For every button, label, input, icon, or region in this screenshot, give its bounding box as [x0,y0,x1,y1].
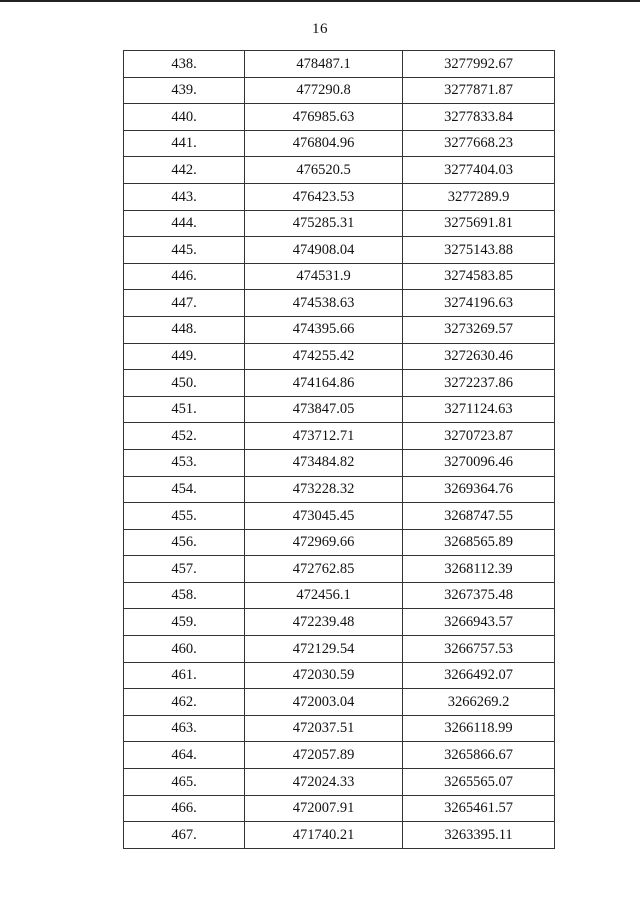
x-coordinate-cell: 472129.54 [245,636,403,663]
table-row [124,449,555,476]
point-number-cell: 444. [124,210,245,237]
point-number-cell: 455. [124,503,245,530]
table-row [124,529,555,556]
y-coordinate-cell: 3277668.23 [403,130,555,157]
x-coordinate-cell: 473045.45 [245,503,403,530]
table-row [124,742,555,769]
x-coordinate-cell: 476985.63 [245,104,403,131]
point-number-cell: 443. [124,183,245,210]
x-coordinate-cell: 472003.04 [245,689,403,716]
table-row [124,237,555,264]
point-number-cell: 459. [124,609,245,636]
table-body [124,51,555,849]
table-row [124,636,555,663]
point-number-cell: 466. [124,795,245,822]
x-coordinate-cell: 472762.85 [245,556,403,583]
y-coordinate-cell: 3272630.46 [403,343,555,370]
table-row [124,290,555,317]
point-number-cell: 441. [124,130,245,157]
y-coordinate-cell: 3270096.46 [403,449,555,476]
x-coordinate-cell: 474538.63 [245,290,403,317]
table-row [124,556,555,583]
y-coordinate-cell: 3273269.57 [403,316,555,343]
table-row [124,210,555,237]
point-number-cell: 445. [124,237,245,264]
table-row [124,476,555,503]
x-coordinate-cell: 473847.05 [245,396,403,423]
point-number-cell: 451. [124,396,245,423]
y-coordinate-cell: 3274196.63 [403,290,555,317]
table-row [124,609,555,636]
table-row [124,51,555,78]
point-number-cell: 460. [124,636,245,663]
point-number-cell: 447. [124,290,245,317]
y-coordinate-cell: 3265866.67 [403,742,555,769]
y-coordinate-cell: 3272237.86 [403,370,555,397]
x-coordinate-cell: 476804.96 [245,130,403,157]
point-number-cell: 450. [124,370,245,397]
table-row [124,795,555,822]
y-coordinate-cell: 3277289.9 [403,183,555,210]
y-coordinate-cell: 3277871.87 [403,77,555,104]
y-coordinate-cell: 3266943.57 [403,609,555,636]
table-row [124,343,555,370]
x-coordinate-cell: 473712.71 [245,423,403,450]
point-number-cell: 465. [124,769,245,796]
x-coordinate-cell: 473228.32 [245,476,403,503]
table-row [124,582,555,609]
y-coordinate-cell: 3263395.11 [403,822,555,849]
table-row [124,316,555,343]
table-row [124,423,555,450]
table-row [124,183,555,210]
point-number-cell: 452. [124,423,245,450]
x-coordinate-cell: 472239.48 [245,609,403,636]
table-row [124,662,555,689]
y-coordinate-cell: 3266118.99 [403,715,555,742]
point-number-cell: 456. [124,529,245,556]
y-coordinate-cell: 3275143.88 [403,237,555,264]
point-number-cell: 442. [124,157,245,184]
point-number-cell: 461. [124,662,245,689]
table-row [124,104,555,131]
table-row [124,503,555,530]
x-coordinate-cell: 472007.91 [245,795,403,822]
table-row [124,263,555,290]
point-number-cell: 454. [124,476,245,503]
table-row [124,77,555,104]
y-coordinate-cell: 3270723.87 [403,423,555,450]
point-number-cell: 438. [124,51,245,78]
point-number-cell: 464. [124,742,245,769]
page-number: 16 [312,21,328,37]
point-number-cell: 448. [124,316,245,343]
table-row [124,396,555,423]
x-coordinate-cell: 477290.8 [245,77,403,104]
x-coordinate-cell: 473484.82 [245,449,403,476]
point-number-cell: 439. [124,77,245,104]
x-coordinate-cell: 474255.42 [245,343,403,370]
point-number-cell: 458. [124,582,245,609]
y-coordinate-cell: 3274583.85 [403,263,555,290]
y-coordinate-cell: 3265565.07 [403,769,555,796]
y-coordinate-cell: 3268565.89 [403,529,555,556]
table-row [124,130,555,157]
point-number-cell: 449. [124,343,245,370]
table-row [124,769,555,796]
y-coordinate-cell: 3277404.03 [403,157,555,184]
y-coordinate-cell: 3266492.07 [403,662,555,689]
x-coordinate-cell: 472057.89 [245,742,403,769]
x-coordinate-cell: 472456.1 [245,582,403,609]
x-coordinate-cell: 472030.59 [245,662,403,689]
point-number-cell: 453. [124,449,245,476]
x-coordinate-cell: 474164.86 [245,370,403,397]
x-coordinate-cell: 472969.66 [245,529,403,556]
y-coordinate-cell: 3265461.57 [403,795,555,822]
x-coordinate-cell: 472024.33 [245,769,403,796]
x-coordinate-cell: 474908.04 [245,237,403,264]
x-coordinate-cell: 478487.1 [245,51,403,78]
point-number-cell: 440. [124,104,245,131]
point-number-cell: 467. [124,822,245,849]
y-coordinate-cell: 3267375.48 [403,582,555,609]
x-coordinate-cell: 475285.31 [245,210,403,237]
x-coordinate-cell: 476423.53 [245,183,403,210]
x-coordinate-cell: 474395.66 [245,316,403,343]
table-row [124,370,555,397]
table-row [124,715,555,742]
point-number-cell: 446. [124,263,245,290]
x-coordinate-cell: 474531.9 [245,263,403,290]
y-coordinate-cell: 3275691.81 [403,210,555,237]
coordinates-table [123,50,555,849]
x-coordinate-cell: 471740.21 [245,822,403,849]
x-coordinate-cell: 472037.51 [245,715,403,742]
y-coordinate-cell: 3266269.2 [403,689,555,716]
y-coordinate-cell: 3266757.53 [403,636,555,663]
y-coordinate-cell: 3277833.84 [403,104,555,131]
point-number-cell: 462. [124,689,245,716]
y-coordinate-cell: 3277992.67 [403,51,555,78]
y-coordinate-cell: 3269364.76 [403,476,555,503]
y-coordinate-cell: 3268747.55 [403,503,555,530]
table-row [124,689,555,716]
table-row [124,157,555,184]
y-coordinate-cell: 3271124.63 [403,396,555,423]
top-rule [0,0,640,2]
y-coordinate-cell: 3268112.39 [403,556,555,583]
x-coordinate-cell: 476520.5 [245,157,403,184]
point-number-cell: 457. [124,556,245,583]
table-row [124,822,555,849]
point-number-cell: 463. [124,715,245,742]
